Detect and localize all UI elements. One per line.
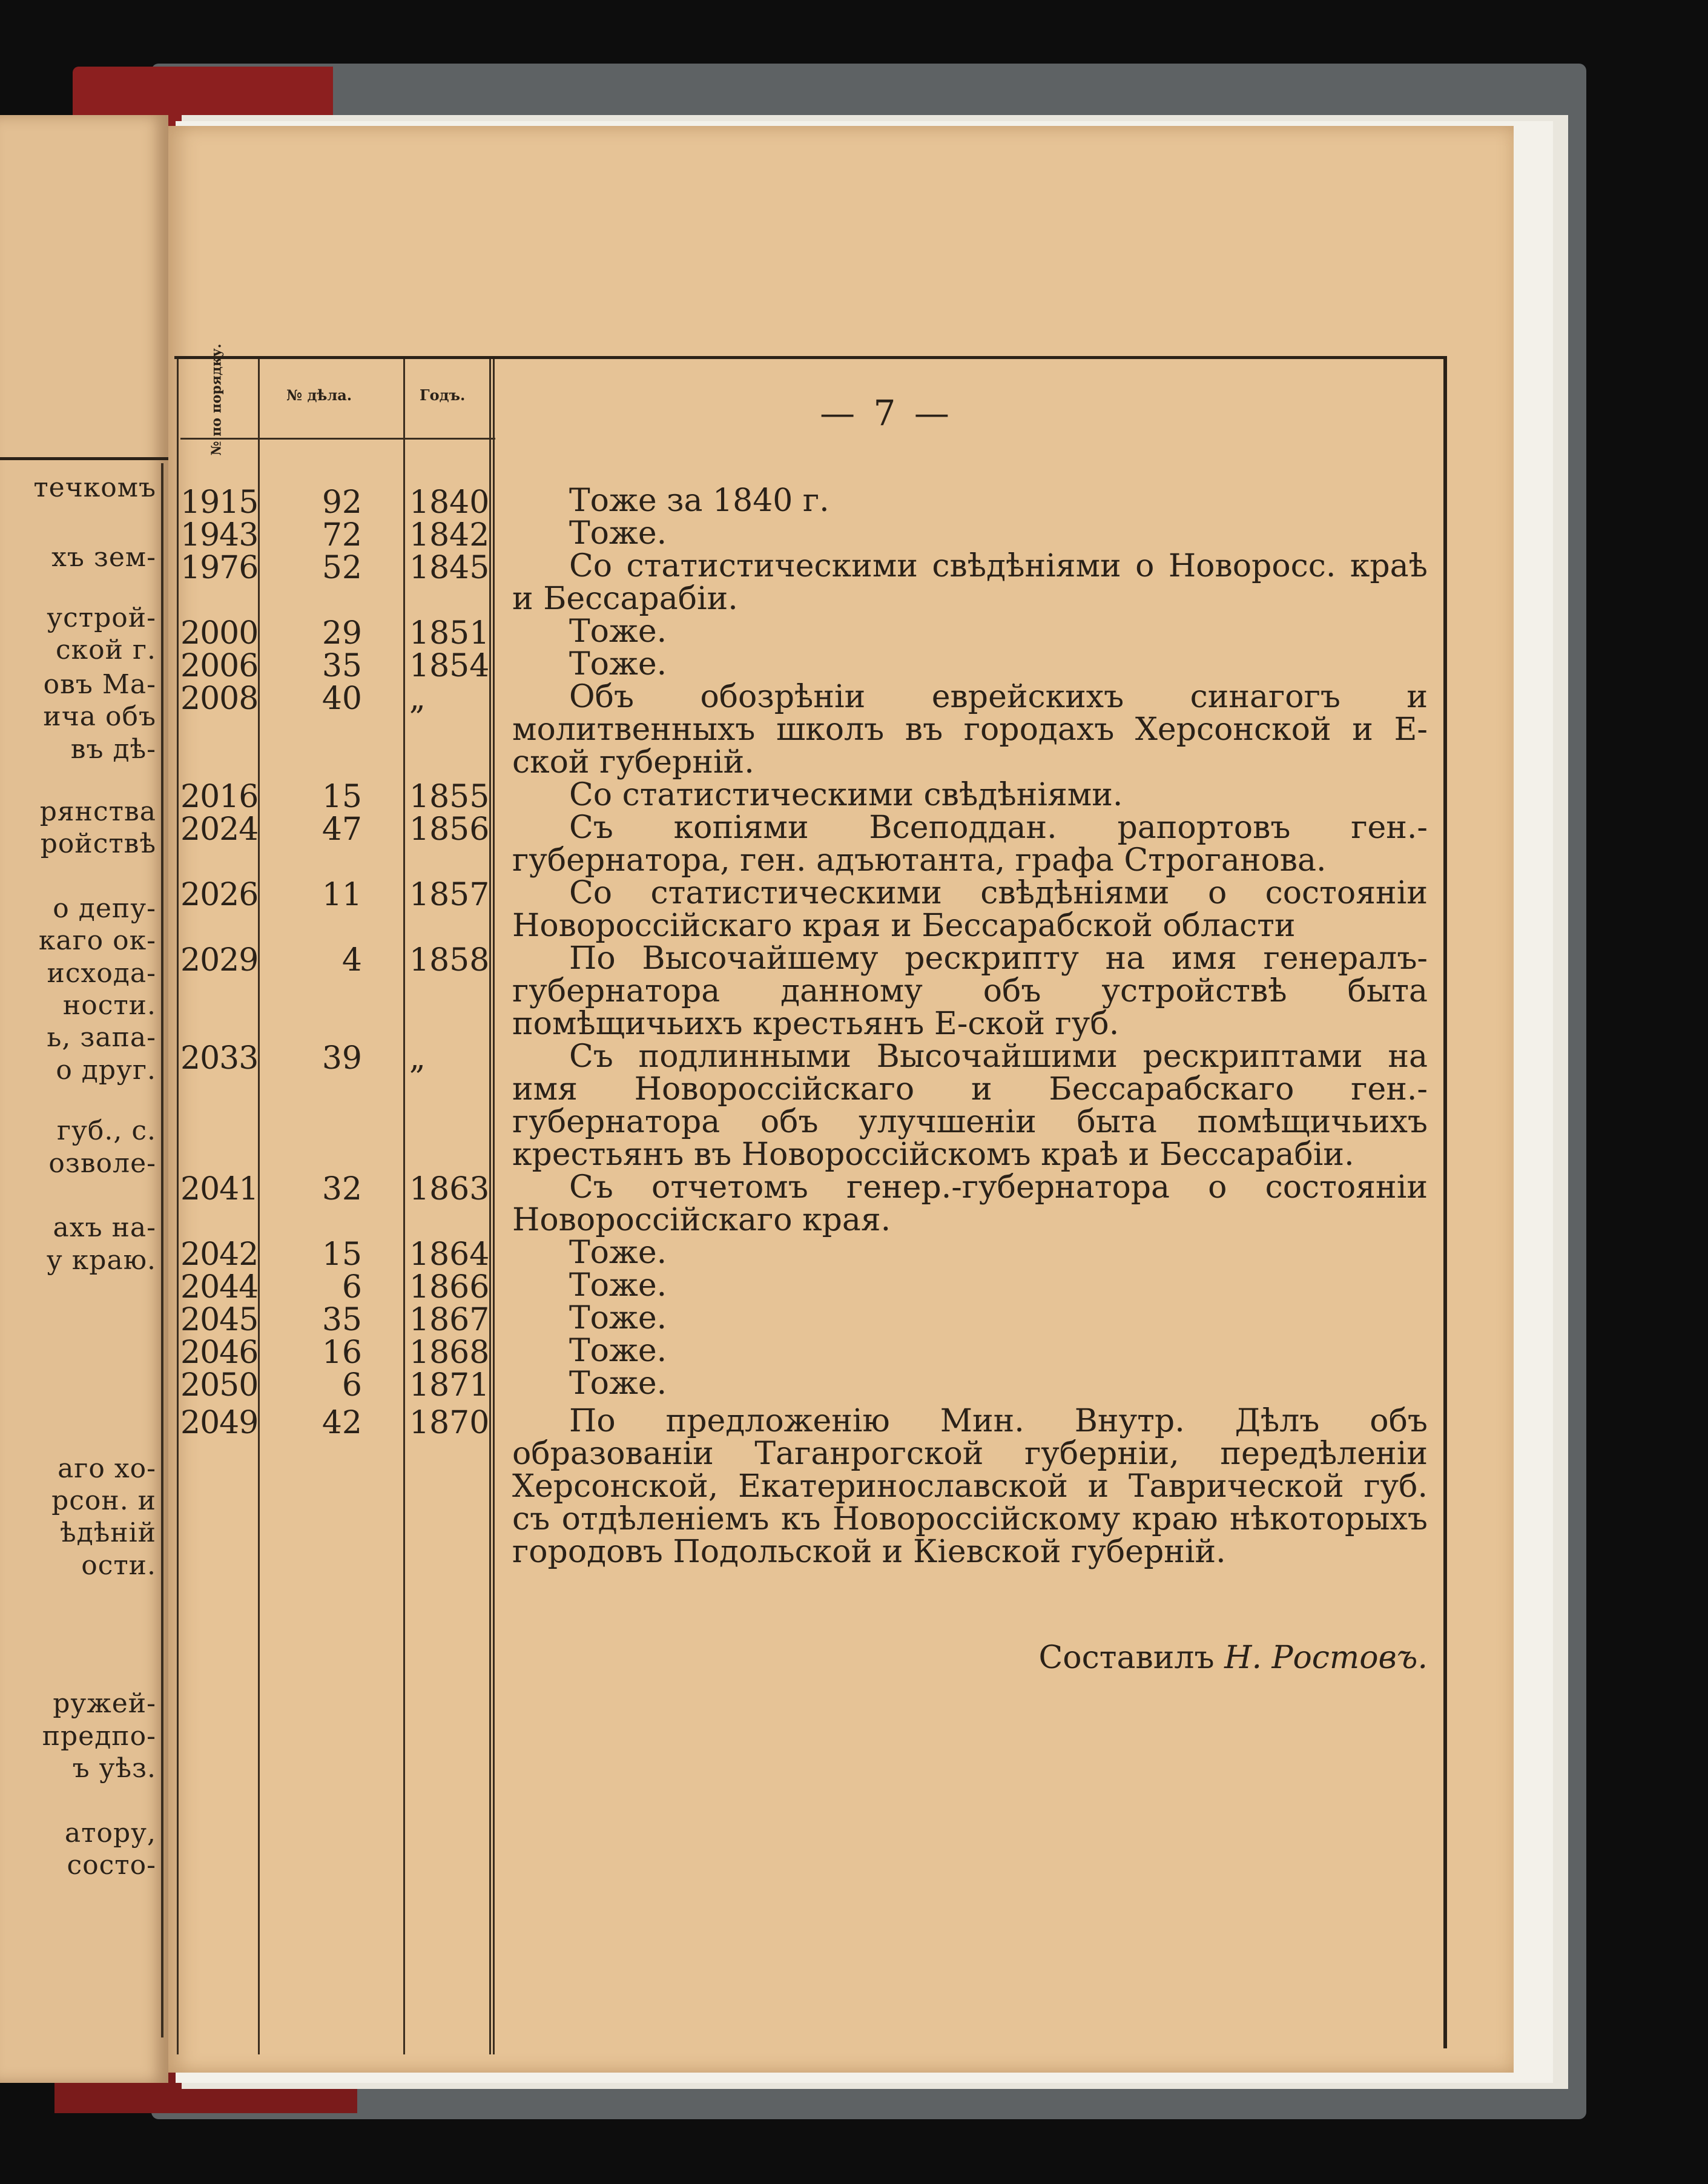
left-page-line: предпо- (42, 1721, 156, 1752)
left-page-line: озволе- (48, 1148, 156, 1179)
description: Съ отчетомъ генер.-губернатора о состояніи Новороссійскаго края. (512, 1169, 1428, 1238)
header-seq-cell (182, 343, 252, 456)
row-number: 2008 (180, 681, 259, 717)
description: Со статистическими свѣдѣніями о состояніи Новороссійскаго края и Бессарабской области (512, 875, 1428, 944)
case-number: 32 (321, 1171, 362, 1207)
description: Съ подлинными Высочайшими рескриптами на имя Новороссійскаго и Бессарабскаго ген.-губернатора объ улучшеніи быта помѣщичьихъ крестьянъ въ Новороссійскомъ краѣ и Бессарабіи. (512, 1038, 1428, 1173)
row-number: 1976 (180, 550, 259, 586)
description: Тоже. (569, 613, 667, 650)
left-page-line: овъ Ма- (43, 669, 156, 700)
header-seq: № по порядку. (208, 343, 225, 456)
row-number: 2026 (180, 877, 259, 913)
case-number: 72 (321, 517, 362, 553)
left-page-line: устрой- (47, 602, 156, 633)
row-number: 2029 (180, 942, 259, 978)
left-page-line: ѣдѣній (60, 1517, 156, 1548)
year: 1870 (409, 1405, 490, 1441)
description: Со статистическими свѣдѣніями о Новоросс. краѣ и Бессарабіи. (512, 548, 1428, 617)
case-number: 11 (321, 877, 362, 913)
case-number: 35 (321, 1302, 362, 1338)
left-page-line: ахъ на- (53, 1212, 156, 1243)
year: „ (409, 1040, 426, 1077)
left-page-column-line (161, 463, 163, 2037)
year: 1868 (409, 1334, 490, 1371)
left-page-line: въ дѣ- (70, 734, 156, 765)
left-page-line: ской г. (56, 635, 156, 665)
case-number: 52 (321, 550, 362, 586)
left-page-line: ъ уѣз. (72, 1753, 156, 1784)
left-page-line: течкомъ (33, 472, 156, 503)
signature-prefix: Составилъ (1038, 1640, 1215, 1676)
left-page-line: ича объ (43, 701, 156, 732)
year: 1858 (409, 942, 490, 978)
description: Съ копіями Всеподдан. рапортовъ ген.-губернатора, ген. адъютанта, графа Строганова. (512, 810, 1428, 879)
left-page-line: ройствѣ (40, 828, 156, 859)
year: 1851 (409, 615, 490, 652)
document-page (168, 126, 1514, 2073)
row-number: 1915 (180, 484, 259, 521)
year: 1854 (409, 648, 490, 684)
left-page-line: ости. (81, 1550, 156, 1581)
year: 1845 (409, 550, 490, 586)
left-page-line: атору, (64, 1818, 156, 1849)
signature-name: Н. Ростовъ. (1224, 1640, 1428, 1676)
year: „ (409, 681, 426, 717)
row-number: 2050 (180, 1367, 259, 1404)
description: Со статистическими свѣдѣніями. (569, 777, 1123, 813)
signature (895, 1640, 1428, 1676)
year: 1867 (409, 1302, 490, 1338)
left-page-line: губ., с. (56, 1115, 156, 1146)
year: 1855 (409, 779, 490, 815)
case-number: 47 (321, 811, 362, 848)
row-number: 2024 (180, 811, 259, 848)
left-page-line: каго ок- (38, 925, 156, 956)
case-number: 15 (321, 779, 362, 815)
table-left-border (177, 359, 179, 2054)
row-number: 2046 (180, 1334, 259, 1371)
case-number: 92 (321, 484, 362, 521)
left-page-line: ности. (62, 990, 156, 1021)
case-number: 6 (341, 1367, 362, 1404)
description: Тоже за 1840 г. (569, 483, 829, 519)
row-number: 2042 (180, 1236, 259, 1273)
year: 1866 (409, 1269, 490, 1305)
case-number: 29 (321, 615, 362, 652)
year: 1857 (409, 877, 490, 913)
year: 1871 (409, 1367, 490, 1404)
case-number: 35 (321, 648, 362, 684)
left-page-line: о друг. (56, 1055, 156, 1086)
case-number: 42 (321, 1405, 362, 1441)
row-number: 2006 (180, 648, 259, 684)
case-number: 6 (341, 1269, 362, 1305)
description: Объ обозрѣніи еврейскихъ синагогъ и молитвенныхъ школъ въ городахъ Херсонской и Е-ской губерній. (512, 679, 1428, 780)
year: 1863 (409, 1171, 490, 1207)
year: 1840 (409, 484, 490, 521)
row-number: 2000 (180, 615, 259, 652)
left-page-line: рсон. и (51, 1485, 156, 1516)
year: 1864 (409, 1236, 490, 1273)
case-number: 4 (341, 942, 362, 978)
description: Тоже. (569, 646, 667, 682)
case-number: 40 (321, 681, 362, 717)
case-number: 15 (321, 1236, 362, 1273)
left-page-line: исхода- (47, 958, 156, 989)
left-page-line: рянства (39, 796, 156, 827)
description: Тоже. (569, 1365, 667, 1402)
row-number: 2016 (180, 779, 259, 815)
row-number: 2041 (180, 1171, 259, 1207)
case-number: 16 (321, 1334, 362, 1371)
header-year: Годъ. (420, 386, 466, 404)
row-number: 2044 (180, 1269, 259, 1305)
left-page-line: ружей- (53, 1688, 156, 1719)
description: Тоже. (569, 1235, 667, 1271)
left-facing-page (0, 115, 168, 2083)
description: По предложенію Мин. Внутр. Дѣлъ объ образованіи Таганрогской губерніи, передѣленіи Херсонской, Екатеринославской и Таврической губ. съ отдѣленіемъ къ Новороссійскому краю нѣкоторыхъ городовъ Подольской и Кіевской губерній. (512, 1403, 1428, 1570)
left-page-line: о депу- (53, 893, 156, 924)
left-page-line: хъ зем- (51, 542, 156, 573)
page-number: — 7 — (820, 392, 953, 434)
header-case: № дѣла. (286, 386, 352, 404)
left-page-line: у краю. (46, 1245, 156, 1276)
left-page-line: состо- (67, 1850, 156, 1881)
description: Тоже. (569, 515, 667, 552)
description: Тоже. (569, 1300, 667, 1336)
description: По Высочайшему рескрипту на имя генералъ-губернатора данному объ устройствѣ быта помѣщичьихъ крестьянъ Е-ской губ. (512, 940, 1428, 1042)
left-page-rule (0, 457, 168, 460)
table-right-border (1443, 356, 1447, 2048)
left-page-line: аго хо- (58, 1453, 156, 1484)
description: Тоже. (569, 1333, 667, 1369)
column-divider (403, 359, 405, 2054)
year: 1842 (409, 517, 490, 553)
case-number: 39 (321, 1040, 362, 1077)
year: 1856 (409, 811, 490, 848)
description: Тоже. (569, 1267, 667, 1304)
left-page-line: ь, запа- (47, 1022, 156, 1053)
row-number: 1943 (180, 517, 259, 553)
row-number: 2033 (180, 1040, 259, 1077)
row-number: 2045 (180, 1302, 259, 1338)
header-rule (180, 438, 495, 440)
table-top-border (174, 356, 1447, 359)
row-number: 2049 (180, 1405, 259, 1441)
